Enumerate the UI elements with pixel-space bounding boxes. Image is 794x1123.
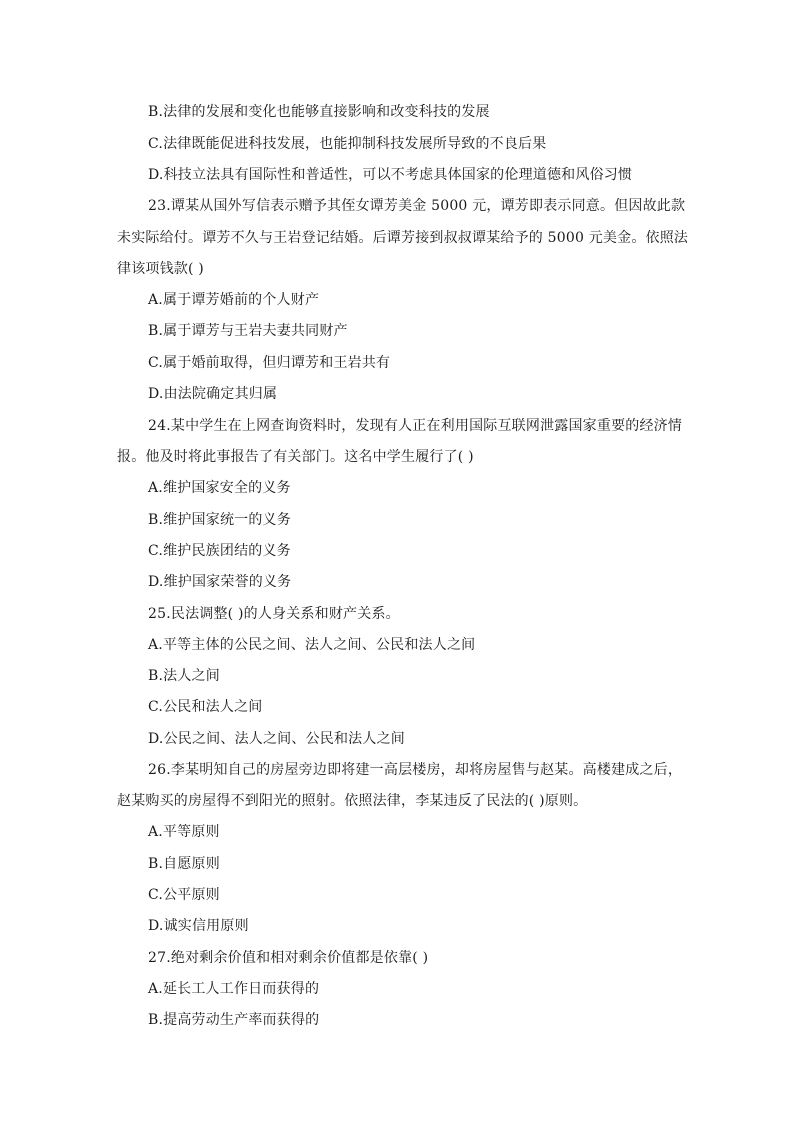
q27-stem-line-1: 27.绝对剩余价值和相对剩余价值都是依靠( ) [148,950,429,966]
q26-option-d: D.诚实信用原则 [148,918,249,934]
q23-stem-line-1: 23.谭某从国外写信表示赠予其侄女谭芳美金 5000 元，谭芳即表示同意。但因故此款 [148,198,686,214]
q27-option-a: A.延长工人工作日而获得的 [148,981,320,997]
q23-stem-line-2: 未实际给付。谭芳不久与王岩登记结婚。后谭芳接到叔叔谭某给予的 5000 元美金。依照法 [117,230,689,246]
q26-option-a: A.平等原则 [148,824,220,840]
q27-option-b: B.提高劳动生产率而获得的 [148,1012,320,1028]
q24-option-b: B.维护国家统一的义务 [148,512,291,528]
q24-option-a: A.维护国家安全的义务 [148,480,291,496]
q24-option-c: C.维护民族团结的义务 [148,543,291,559]
q23-stem-line-3: 律该项钱款( ) [117,261,204,277]
q26-stem-line-1: 26.李某明知自己的房屋旁边即将建一高层楼房，却将房屋售与赵某。高楼建成之后， [148,762,683,778]
q25-option-b: B.法人之间 [148,668,220,684]
q25-option-d: D.公民之间、法人之间、公民和法人之间 [148,731,405,747]
q24-stem-line-2: 报。他及时将此事报告了有关部门。这名中学生履行了( ) [117,449,474,465]
q24-option-d: D.维护国家荣誉的义务 [148,574,292,590]
q25-option-a: A.平等主体的公民之间、法人之间、公民和法人之间 [148,637,476,653]
q23-option-a: A.属于谭芳婚前的个人财产 [148,292,320,308]
q26-option-c: C.公平原则 [148,887,220,903]
q23-option-c: C.属于婚前取得，但归谭芳和王岩共有 [148,355,391,371]
q26-option-b: B.自愿原则 [148,856,220,872]
q24-stem-line-1: 24.某中学生在上网查询资料时，发现有人正在利用国际互联网泄露国家重要的经济情 [148,418,683,434]
q22-option-d: D.科技立法具有国际性和普适性，可以不考虑具体国家的伦理道德和风俗习惯 [148,167,633,183]
q22-option-b: B.法律的发展和变化也能够直接影响和改变科技的发展 [148,104,490,120]
q22-option-c: C.法律既能促进科技发展，也能抑制科技发展所导致的不良后果 [148,136,547,152]
q25-option-c: C.公民和法人之间 [148,699,263,715]
q23-option-d: D.由法院确定其归属 [148,386,278,402]
q23-option-b: B.属于谭芳与王岩夫妻共同财产 [148,323,348,339]
q25-stem-line-1: 25.民法调整( )的人身关系和财产关系。 [148,606,400,622]
q26-stem-line-2: 赵某购买的房屋得不到阳光的照射。依照法律，李某违反了民法的( )原则。 [117,793,588,809]
